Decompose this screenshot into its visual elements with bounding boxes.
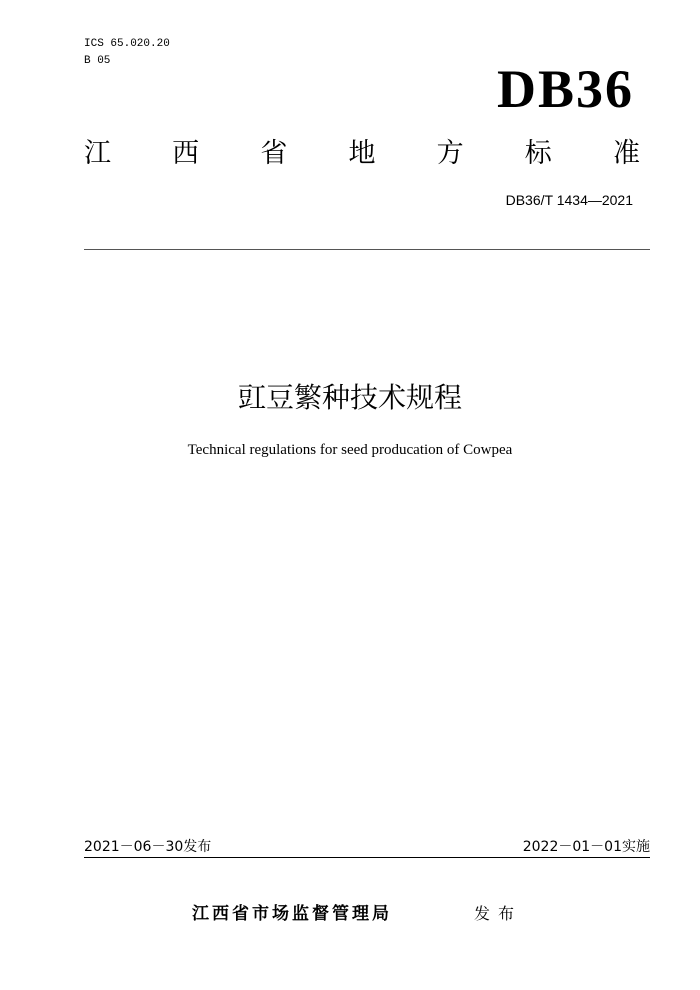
standard-type-heading <box>84 136 640 172</box>
issuing-authority: 江西省市场监督管理局 <box>192 904 392 924</box>
implementation-date: 2022－01－01实施 <box>522 839 650 855</box>
standard-type-char: 标 <box>524 138 552 169</box>
document-title-english: Technical regulations for seed producation of Cowpea <box>187 442 513 458</box>
footer-divider <box>84 857 650 858</box>
standard-type-char: 方 <box>436 138 464 169</box>
standard-type-char: 地 <box>348 138 376 169</box>
standard-type-char: 省 <box>260 138 288 169</box>
header-divider <box>84 249 650 250</box>
ics-code: ICS 65.020.20 <box>84 38 170 50</box>
standard-logo: DB36 <box>496 59 634 119</box>
standard-code: DB36/T 1434—2021 <box>505 192 633 208</box>
ccs-code: B 05 <box>84 55 111 67</box>
standard-type-char: 西 <box>172 138 200 169</box>
standard-type-char: 江 <box>84 138 111 169</box>
standard-type-char: 准 <box>612 138 640 169</box>
release-date: 2021－06－30发布 <box>84 839 212 855</box>
issue-action: 发布 <box>474 904 523 923</box>
document-title-chinese: 豇豆繁种技术规程 <box>237 381 462 414</box>
date-row <box>84 838 650 856</box>
